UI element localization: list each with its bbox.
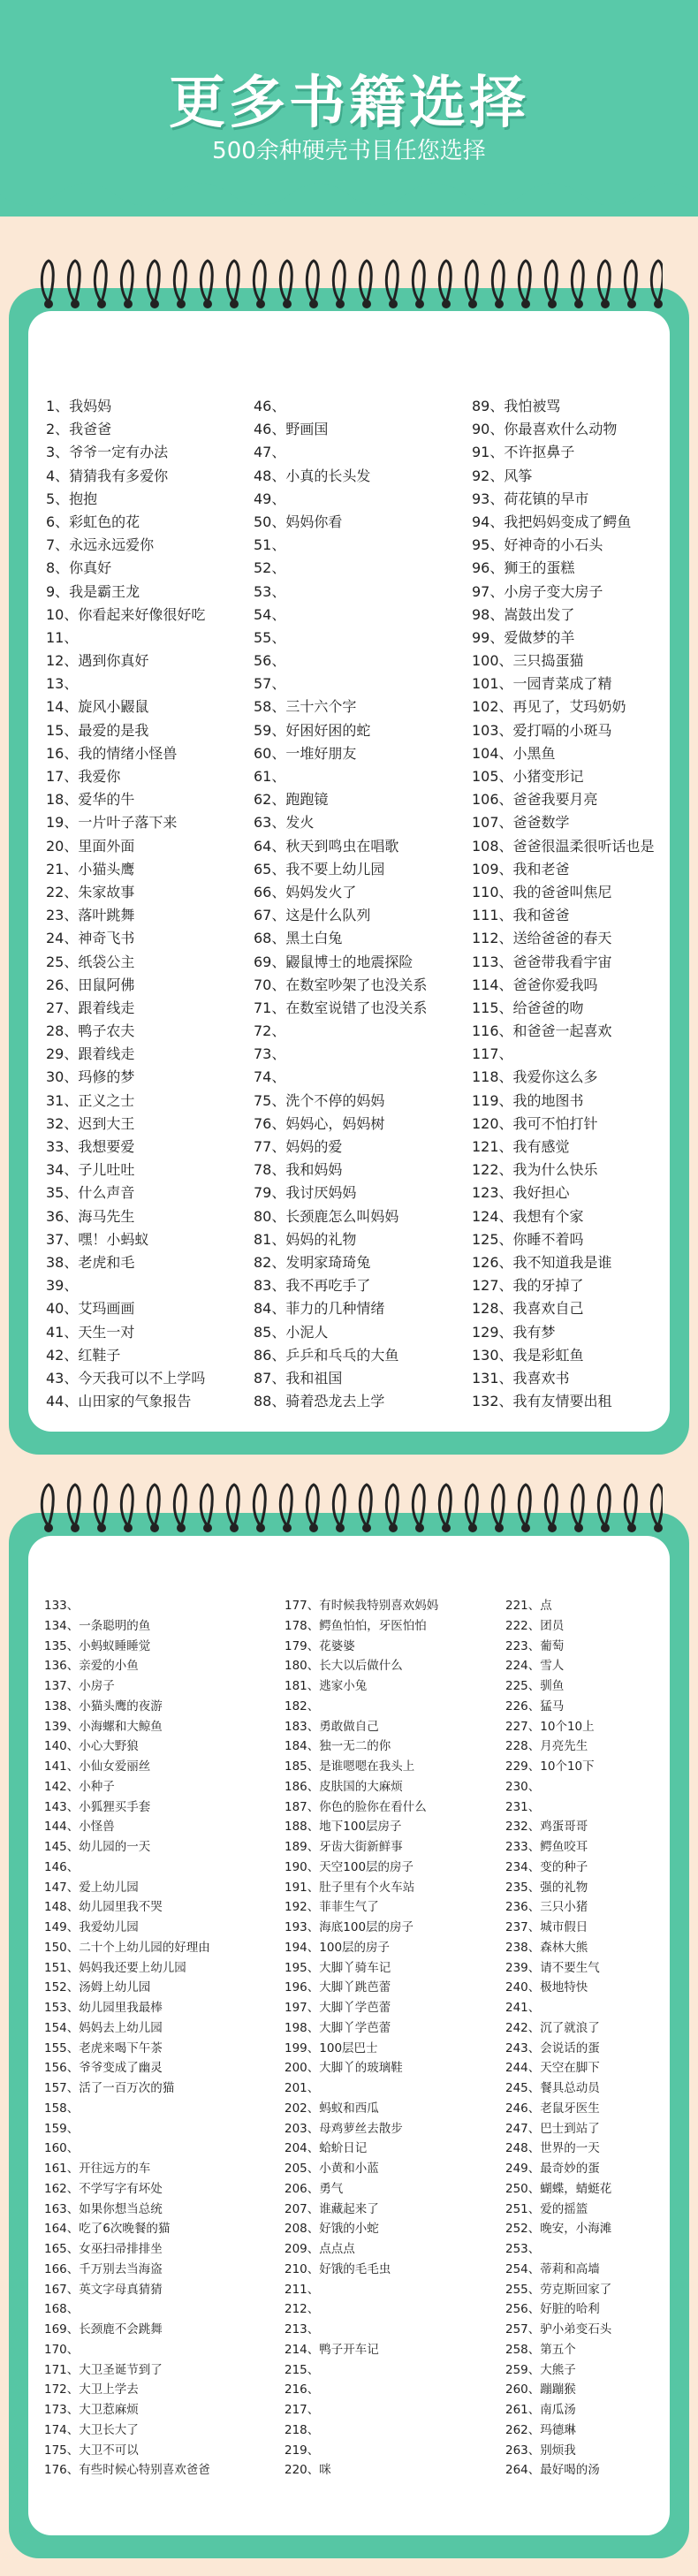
book-item: 183、勇敢做自己 [285,1719,379,1734]
book-item: 112、送给爸爸的春天 [472,930,612,947]
book-item: 56、 [254,652,286,670]
book-item: 13、 [46,675,79,693]
book-item: 69、鼹鼠博士的地震探险 [254,953,413,970]
book-item: 245、餐具总动员 [505,2081,600,2095]
book-item: 62、跑跑镜 [254,791,329,809]
book-item: 251、爱的摇篮 [505,2201,588,2216]
book-item: 106、爸爸我要月亮 [472,791,598,809]
book-item: 50、妈妈你看 [254,513,343,530]
book-list-card-1 [28,311,670,1432]
book-item: 136、亲爱的小鱼 [44,1659,139,1674]
book-item: 105、小猪变形记 [472,768,584,785]
book-item: 16、我的情绪小怪兽 [46,744,178,762]
book-item: 73、 [254,1045,286,1063]
book-item: 89、我怕被骂 [472,398,561,414]
book-item: 128、我喜欢自己 [472,1300,584,1318]
book-item: 153、幼儿园里我最棒 [44,2001,163,2015]
book-item: 188、地下100层房子 [285,1820,402,1835]
book-item: 27、跟着线走 [46,999,135,1016]
book-item: 252、晚安，小海滩 [505,2222,612,2237]
book-item: 189、牙齿大街新鲜事 [285,1840,403,1854]
book-item: 190、天空100层的房子 [285,1859,414,1874]
book-item: 143、小狐狸买手套 [44,1799,151,1814]
book-item: 254、蒂莉和高墙 [505,2261,600,2276]
book-item: 225、驯鱼 [505,1679,565,1693]
book-item: 172、大卫上学去 [44,2382,139,2397]
book-item: 241、 [505,2001,541,2015]
book-item: 103、爱打嗝的小斑马 [472,721,612,739]
book-item: 191、肚子里有个火车站 [285,1880,415,1895]
book-item: 238、森林大熊 [505,1940,588,1955]
book-item: 5、抱抱 [46,490,98,507]
book-item: 246、老鼠牙医生 [505,2101,600,2116]
book-item: 80、长颈鹿怎么叫妈妈 [254,1207,399,1225]
book-item: 17、我爱你 [46,768,121,785]
book-item: 161、开往远方的车 [44,2162,151,2176]
book-item: 138、小猫头鹰的夜游 [44,1698,163,1714]
book-item: 34、子儿吐吐 [46,1161,135,1179]
book-item: 75、洗个不停的妈妈 [254,1091,385,1109]
book-item: 157、活了一百万次的猫 [44,2081,175,2095]
book-item: 163、如果你想当总统 [44,2201,163,2216]
book-item: 154、妈妈去上幼儿园 [44,2020,163,2035]
book-item: 148、幼儿园里我不哭 [44,1900,163,1915]
book-item: 41、天生一对 [46,1323,135,1341]
book-item: 234、变的种子 [505,1859,588,1874]
book-item: 173、大卫惹麻烦 [44,2403,139,2417]
book-item: 57、 [254,675,286,693]
book-list-card-2 [28,1536,670,2535]
book-item: 28、鸭子农夫 [46,1022,135,1040]
book-item: 211、 [285,2282,320,2297]
book-item: 71、在数室说错了也没关系 [254,999,428,1016]
book-item: 23、落叶跳舞 [46,907,135,924]
book-item: 46、 [254,398,286,414]
book-item: 152、汤姆上幼儿园 [44,1980,151,1995]
book-item: 19、一片叶子落下来 [46,814,178,832]
book-item: 120、我可不怕打针 [472,1114,598,1132]
book-item: 36、海马先生 [46,1207,135,1225]
book-item: 235、强的礼物 [505,1880,588,1895]
book-item: 145、幼儿园的一天 [44,1840,151,1854]
book-item: 203、母鸡萝丝去散步 [285,2121,403,2136]
book-column-6 [505,1596,664,2481]
book-item: 11、 [46,628,79,646]
book-item: 40、艾玛画画 [46,1300,135,1318]
book-item: 229、10个10下 [505,1759,595,1774]
book-item: 182、 [285,1698,320,1714]
book-item: 86、乒乒和乓乓的大鱼 [254,1346,399,1364]
book-item: 99、爱做梦的羊 [472,628,575,646]
book-item: 208、好饿的小蛇 [285,2222,379,2237]
book-item: 94、我把妈妈变成了鳄鱼 [472,513,632,530]
book-item: 200、大脚丫的玻璃鞋 [285,2061,403,2076]
book-item: 207、谁藏起来了 [285,2201,379,2216]
book-item: 192、菲菲生气了 [285,1900,379,1915]
book-item: 250、蝴蝶，蜻蜓花 [505,2181,612,2196]
book-item: 187、你色的脸你在看什么 [285,1799,427,1814]
book-item: 204、蛤蚧日记 [285,2141,368,2156]
book-item: 206、勇气 [285,2181,344,2196]
book-item: 100、三只捣蛋猫 [472,652,584,670]
book-item: 81、妈妈的礼物 [254,1230,357,1248]
book-item: 102、再见了，艾玛奶奶 [472,698,626,716]
book-item: 20、里面外面 [46,837,135,855]
book-item: 144、小怪兽 [44,1820,115,1835]
book-item: 233、鳄鱼咬耳 [505,1840,588,1854]
book-item: 51、 [254,536,286,554]
book-item: 79、我讨厌妈妈 [254,1184,357,1202]
book-item: 12、遇到你真好 [46,652,149,670]
book-item: 151、妈妈我还要上幼儿园 [44,1960,186,1975]
book-item: 107、爸爸数学 [472,814,570,832]
book-item: 76、妈妈心，妈妈树 [254,1114,385,1132]
book-item: 243、会说话的蛋 [505,2040,600,2055]
book-item: 170、 [44,2342,80,2357]
book-item: 139、小海螺和大鲸鱼 [44,1719,163,1734]
book-item: 248、世界的一天 [505,2141,600,2156]
book-item: 85、小泥人 [254,1323,329,1341]
book-column-4 [44,1596,281,2481]
book-item: 88、骑着恐龙去上学 [254,1393,385,1410]
book-item: 184、独一无二的你 [285,1739,391,1754]
book-item: 259、大熊子 [505,2362,576,2377]
book-item: 175、大卫不可以 [44,2443,139,2458]
book-item: 122、我为什么快乐 [472,1161,598,1179]
book-item: 230、 [505,1779,541,1794]
book-item: 66、妈妈发火了 [254,883,357,900]
book-item: 239、请不要生气 [505,1960,600,1975]
book-item: 115、给爸爸的吻 [472,999,584,1016]
book-item: 220、咪 [285,2463,331,2478]
book-item: 52、 [254,559,286,577]
book-item: 236、三只小猪 [505,1900,588,1915]
book-item: 24、神奇飞书 [46,930,135,947]
book-item: 83、我不再吃手了 [254,1277,371,1295]
book-item: 137、小房子 [44,1679,115,1693]
book-item: 96、狮王的蛋糕 [472,559,575,577]
book-column-5 [285,1596,502,2481]
book-item: 72、 [254,1022,286,1040]
book-item: 124、我想有个家 [472,1207,584,1225]
book-item: 42、红鞋子 [46,1346,121,1364]
book-item: 98、嵩鼓出发了 [472,605,575,623]
book-item: 174、大卫长大了 [44,2422,139,2437]
book-item: 92、风筝 [472,467,533,484]
book-item: 185、是谁嗯嗯在我头上 [285,1759,415,1774]
book-item: 78、我和妈妈 [254,1161,343,1179]
book-item: 255、劳克斯回家了 [505,2282,612,2297]
book-item: 95、好神奇的小石头 [472,536,603,554]
book-item: 247、巴士到站了 [505,2121,600,2136]
book-item: 131、我喜欢书 [472,1369,570,1387]
book-item: 231、 [505,1799,541,1814]
book-item: 217、 [285,2403,320,2417]
book-item: 110、我的爸爸叫焦尼 [472,883,612,900]
book-item: 129、我有梦 [472,1323,556,1341]
book-item: 195、大脚丫骑车记 [285,1960,391,1975]
book-item: 114、爸爸你爱我吗 [472,976,598,993]
book-item: 214、鸭子开车记 [285,2342,379,2357]
book-item: 48、小真的长头发 [254,467,371,484]
book-item: 260、蹦蹦猴 [505,2382,576,2397]
book-item: 65、我不要上幼儿园 [254,860,385,878]
book-item: 237、城市假日 [505,1920,588,1934]
spiral-binding-top [35,256,663,309]
book-item: 44、山田家的气象报告 [46,1393,192,1410]
book-item: 171、大卫圣诞节到了 [44,2362,163,2377]
book-item: 97、小房子变大房子 [472,582,603,600]
book-item: 126、我不知道我是谁 [472,1253,612,1271]
wave-divider [0,163,698,225]
book-item: 257、驴小弟变石头 [505,2322,612,2337]
book-item: 155、老虎来喝下午茶 [44,2040,163,2055]
book-item: 15、最爱的是我 [46,721,149,739]
book-item: 67、这是什么队列 [254,907,371,924]
book-item: 198、大脚丫学芭蕾 [285,2020,391,2035]
book-item: 74、 [254,1068,286,1086]
book-item: 212、 [285,2302,320,2317]
book-item: 150、二十个上幼儿园的好理由 [44,1940,210,1955]
book-item: 46、野画国 [254,421,329,438]
book-item: 177、有时候我特别喜欢妈妈 [285,1599,439,1613]
book-item: 215、 [285,2362,320,2377]
book-item: 156、爷爷变成了幽灵 [44,2061,163,2076]
book-item: 228、月亮先生 [505,1739,588,1754]
book-item: 213、 [285,2322,320,2337]
book-item: 116、和爸爸一起喜欢 [472,1022,612,1040]
book-item: 104、小黑鱼 [472,744,556,762]
spiral-binding-bottom [35,1480,663,1533]
book-item: 166、千万别去当海盗 [44,2261,163,2276]
book-item: 109、我和老爸 [472,860,570,878]
book-item: 223、葡萄 [505,1638,565,1653]
book-item: 2、我爸爸 [46,421,112,438]
book-item: 232、鸡蛋哥哥 [505,1820,588,1835]
book-item: 43、今天我可以不上学吗 [46,1369,206,1387]
book-item: 61、 [254,768,286,785]
book-item: 39、 [46,1277,79,1295]
book-item: 35、什么声音 [46,1184,135,1202]
book-item: 244、天空在脚下 [505,2061,600,2076]
book-item: 158、 [44,2101,80,2116]
book-item: 6、彩虹色的花 [46,513,140,530]
book-item: 77、妈妈的爱 [254,1138,343,1155]
book-item: 9、我是霸王龙 [46,582,140,600]
book-item: 197、大脚丫学芭蕾 [285,2001,391,2015]
book-item: 164、吃了6次晚餐的猫 [44,2222,171,2237]
book-item: 221、点 [505,1599,552,1613]
book-item: 219、 [285,2443,320,2458]
book-item: 165、女巫扫帚排排坐 [44,2242,163,2256]
book-item: 18、爱华的牛 [46,791,135,809]
book-item: 26、田鼠阿佛 [46,976,135,993]
book-item: 261、南瓜汤 [505,2403,576,2417]
book-item: 176、有些时候心特别喜欢爸爸 [44,2463,210,2478]
page-title: 更多书籍选择 [169,71,529,136]
book-item: 180、长大以后做什么 [285,1659,403,1674]
book-item: 10、你看起来好像很好吃 [46,605,206,623]
book-item: 132、我有友情要出租 [472,1393,612,1410]
book-item: 202、蚂蚁和西瓜 [285,2101,379,2116]
book-item: 37、嘿！小蚂蚁 [46,1230,149,1248]
book-item: 29、跟着线走 [46,1045,135,1063]
book-item: 218、 [285,2422,320,2437]
book-item: 64、秋天到鸣虫在唱歌 [254,837,399,855]
book-item: 47、 [254,444,286,461]
book-item: 4、猜猜我有多爱你 [46,467,169,484]
book-item: 111、我和爸爸 [472,907,570,924]
book-item: 30、玛修的梦 [46,1068,135,1086]
book-item: 264、最好喝的汤 [505,2463,600,2478]
book-item: 140、小心大野狼 [44,1739,139,1754]
book-item: 119、我的地图书 [472,1091,584,1109]
book-item: 179、花婆婆 [285,1638,355,1653]
book-item: 226、猛马 [505,1698,565,1714]
book-item: 199、100层巴士 [285,2040,378,2055]
book-item: 196、大脚丫跳芭蕾 [285,1980,391,1995]
book-item: 123、我好担心 [472,1184,570,1202]
book-item: 162、不学写字有坏处 [44,2181,163,2196]
book-item: 8、你真好 [46,559,112,577]
book-item: 133、 [44,1599,80,1613]
book-item: 90、你最喜欢什么动物 [472,421,618,438]
book-item: 159、 [44,2121,80,2136]
book-column-2 [254,395,466,1413]
book-item: 32、迟到大王 [46,1114,135,1132]
book-item: 84、菲力的几种情绪 [254,1300,385,1318]
book-item: 178、鳄鱼怕怕，牙医怕怕 [285,1618,427,1633]
book-item: 49、 [254,490,286,507]
book-item: 262、玛德琳 [505,2422,576,2437]
page-subtitle: 500余种硬壳书目任您选择 [212,138,486,164]
book-item: 253、 [505,2242,541,2256]
book-item: 249、最奇妙的蛋 [505,2162,600,2176]
book-item: 186、皮肤国的大麻烦 [285,1779,403,1794]
book-item: 263、别烦我 [505,2443,576,2458]
book-item: 82、发明家琦琦兔 [254,1253,371,1271]
book-item: 25、纸袋公主 [46,953,135,970]
book-item: 141、小仙女爱丽丝 [44,1759,151,1774]
book-item: 54、 [254,605,286,623]
book-item: 134、一条聪明的鱼 [44,1618,151,1633]
book-item: 240、极地特快 [505,1980,588,1995]
book-item: 181、逃家小兔 [285,1679,368,1693]
book-item: 193、海底100层的房子 [285,1920,414,1934]
book-item: 63、发火 [254,814,315,832]
book-item: 93、荷花镇的早市 [472,490,589,507]
book-item: 168、 [44,2302,80,2317]
book-item: 21、小猫头鹰 [46,860,135,878]
book-item: 160、 [44,2141,80,2156]
book-item: 108、爸爸很温柔很听话也是 [472,837,655,855]
book-item: 224、雪人 [505,1659,565,1674]
book-item: 127、我的牙掉了 [472,1277,584,1295]
book-item: 135、小蚂蚁睡睡觉 [44,1638,151,1653]
book-item: 1、我妈妈 [46,398,112,414]
book-item: 149、我爱幼儿园 [44,1920,139,1934]
book-item: 205、小黄和小蓝 [285,2162,379,2176]
book-item: 3、爷爷一定有办法 [46,444,169,461]
book-item: 222、团员 [505,1618,565,1633]
book-item: 201、 [285,2081,320,2095]
book-item: 169、长颈鹿不会跳舞 [44,2322,163,2337]
book-item: 242、沉了就浪了 [505,2020,600,2035]
book-item: 55、 [254,628,286,646]
book-item: 146、 [44,1859,80,1874]
book-item: 121、我有感觉 [472,1138,570,1155]
book-item: 113、爸爸带我看宇宙 [472,953,612,970]
book-item: 7、永远永远爱你 [46,536,155,554]
book-column-3 [472,395,664,1413]
book-item: 117、 [472,1045,513,1063]
book-item: 58、三十六个字 [254,698,357,716]
book-item: 216、 [285,2382,320,2397]
book-item: 38、老虎和毛 [46,1253,135,1271]
book-list-panel-1 [9,288,689,1455]
book-item: 125、你睡不着吗 [472,1230,584,1248]
book-item: 60、一堆好朋友 [254,744,357,762]
book-item: 258、第五个 [505,2342,576,2357]
book-item: 101、一园青菜成了精 [472,675,612,693]
book-item: 142、小种子 [44,1779,115,1794]
book-item: 91、不许抠鼻子 [472,444,575,461]
book-item: 118、我爱你这么多 [472,1068,598,1086]
book-item: 209、点点点 [285,2242,355,2256]
book-item: 53、 [254,582,286,600]
book-item: 68、黑土白兔 [254,930,343,947]
book-item: 33、我想要爱 [46,1138,135,1155]
book-item: 210、好饿的毛毛虫 [285,2261,391,2276]
book-item: 227、10个10上 [505,1719,595,1734]
book-item: 147、爱上幼儿园 [44,1880,139,1895]
book-item: 70、在数室吵架了也没关系 [254,976,428,993]
book-item: 130、我是彩虹鱼 [472,1346,584,1364]
book-item: 22、朱家故事 [46,883,135,900]
book-column-1 [46,395,247,1413]
book-item: 194、100层的房子 [285,1940,391,1955]
book-item: 31、正义之士 [46,1091,135,1109]
book-item: 59、好困好困的蛇 [254,721,371,739]
book-item: 256、好脏的哈利 [505,2302,600,2317]
book-item: 167、英文字母真猜猜 [44,2282,163,2297]
book-item: 87、我和祖国 [254,1369,343,1387]
book-item: 14、旋风小鼹鼠 [46,698,149,716]
book-list-panel-2 [9,1513,689,2558]
